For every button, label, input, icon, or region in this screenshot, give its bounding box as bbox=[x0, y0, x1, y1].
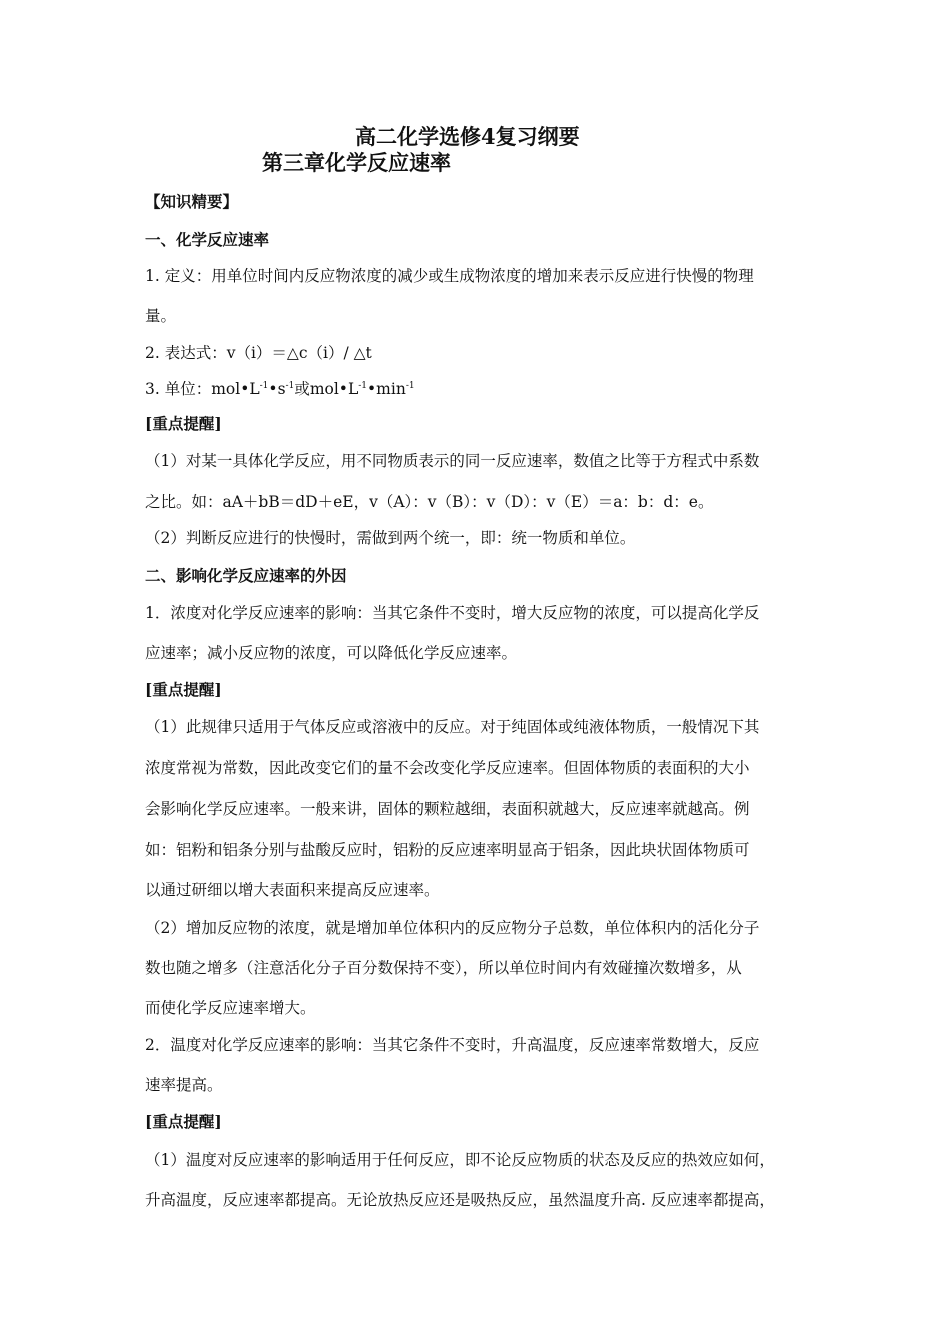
paragraph-line: 升高温度，反应速率都提高。无论放热反应还是吸热反应，虽然温度升高. 反应速率都提高， bbox=[145, 1191, 775, 1209]
paragraph-line: 数也随之增多（注意活化分子百分数保持不变），所以单位时间内有效碰撞次数增多，从 bbox=[145, 959, 742, 977]
tip-heading: [重点提醒] bbox=[145, 680, 222, 699]
chapter-title: 第三章化学反应速率 bbox=[262, 150, 451, 175]
unit-line bbox=[145, 379, 415, 399]
paragraph-line: 而使化学反应速率增大。 bbox=[145, 999, 316, 1017]
paragraph-line: （2）增加反应物的浓度，就是增加单位体积内的反应物分子总数，单位体积内的活化分子 bbox=[145, 919, 760, 937]
unit-text: •s bbox=[268, 380, 286, 398]
unit-text: 3. 单位：mol•L bbox=[145, 380, 260, 398]
paragraph-line: 浓度常视为常数，因此改变它们的量不会改变化学反应速率。但固体物质的表面积的大小 bbox=[145, 759, 750, 777]
paragraph-line: 如：铝粉和铝条分别与盐酸反应时，铝粉的反应速率明显高于铝条，因此块状固体物质可 bbox=[145, 841, 750, 859]
document-title: 高二化学选修4复习纲要 bbox=[355, 124, 580, 149]
superscript: -1 bbox=[358, 381, 368, 391]
section-heading-2: 二、影响化学反应速率的外因 bbox=[145, 566, 347, 585]
paragraph-line: （1）对某一具体化学反应，用不同物质表示的同一反应速率，数值之比等于方程式中系数 bbox=[145, 452, 760, 470]
tip-heading: [重点提醒] bbox=[145, 414, 222, 433]
tip-heading: [重点提醒] bbox=[145, 1112, 222, 1131]
superscript: -1 bbox=[285, 381, 295, 391]
superscript: -1 bbox=[405, 381, 415, 391]
unit-text: •min bbox=[367, 380, 406, 398]
paragraph-line: 量。 bbox=[145, 307, 177, 325]
paragraph-line: 1．浓度对化学反应速率的影响：当其它条件不变时，增大反应物的浓度，可以提高化学反 bbox=[145, 604, 760, 622]
paragraph-line: 应速率；减小反应物的浓度，可以降低化学反应速率。 bbox=[145, 644, 518, 662]
paragraph-line: 会影响化学反应速率。一般来讲，固体的颗粒越细，表面积就越大，反应速率就越高。例 bbox=[145, 800, 750, 818]
superscript: -1 bbox=[259, 381, 269, 391]
paragraph-line: 速率提高。 bbox=[145, 1076, 223, 1094]
knowledge-heading: 【知识精要】 bbox=[145, 192, 239, 211]
paragraph-line: 1. 定义：用单位时间内反应物浓度的减少或生成物浓度的增加来表示反应进行快慢的物理 bbox=[145, 267, 754, 285]
unit-text: 或mol•L bbox=[294, 380, 359, 398]
paragraph-line: （1）此规律只适用于气体反应或溶液中的反应。对于纯固体或纯液体物质，一般情况下其 bbox=[145, 718, 760, 736]
paragraph-line: 之比。如：aA＋bB＝dD＋eE，v（A）：v（B）：v（D）：v（E）＝a：b：d：e。 bbox=[145, 493, 714, 511]
paragraph-line: 以通过研细以增大表面积来提高反应速率。 bbox=[145, 881, 440, 899]
paragraph-line: （1）温度对反应速率的影响适用于任何反应，即不论反应物质的状态及反应的热效应如何， bbox=[145, 1151, 775, 1169]
paragraph-line: 2. 表达式：v（i）＝△c（i）/ △t bbox=[145, 344, 372, 362]
paragraph-line: （2）判断反应进行的快慢时，需做到两个统一，即：统一物质和单位。 bbox=[145, 529, 636, 547]
section-heading-1: 一、化学反应速率 bbox=[145, 230, 270, 249]
paragraph-line: 2．温度对化学反应速率的影响：当其它条件不变时，升高温度，反应速率常数增大，反应 bbox=[145, 1036, 760, 1054]
